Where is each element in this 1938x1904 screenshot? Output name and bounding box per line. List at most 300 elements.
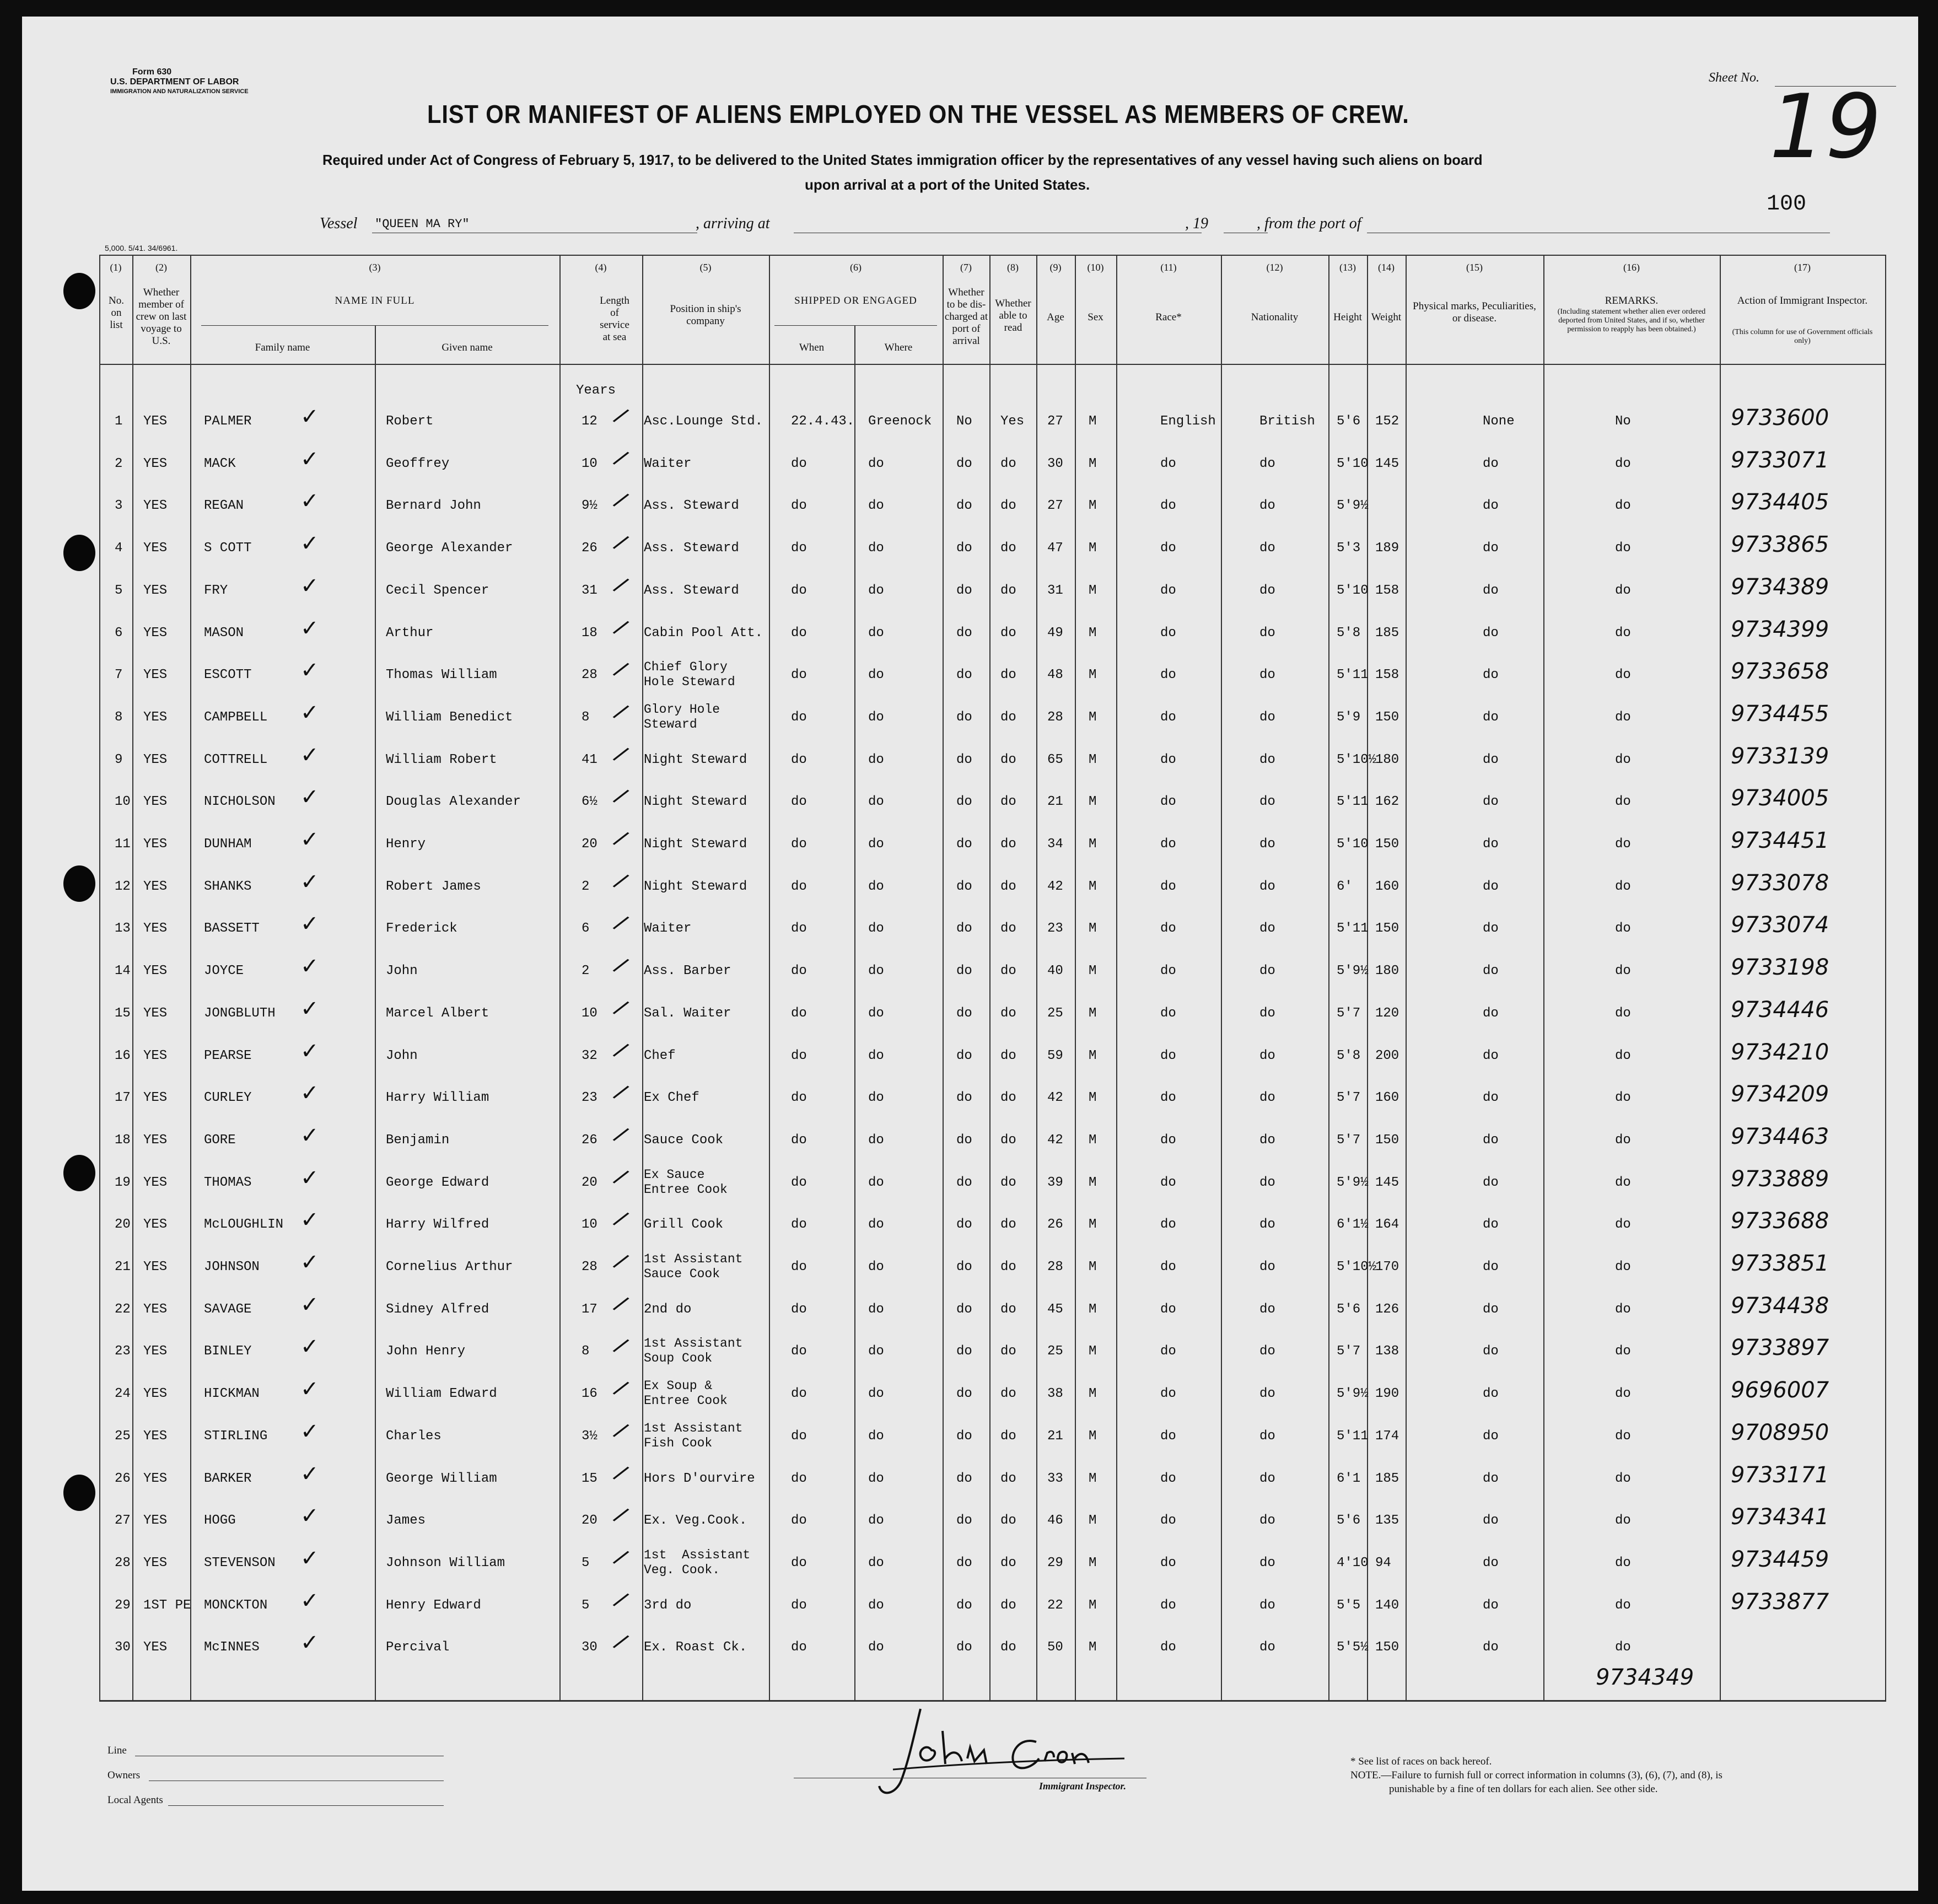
cell-prev-voyage: YES xyxy=(143,1513,168,1528)
cell-position: Night Steward xyxy=(644,794,747,809)
cell-physical-marks: do xyxy=(1483,794,1499,809)
cell-able-to-read: do xyxy=(1000,626,1016,641)
pencil-stroke-icon: / xyxy=(611,572,632,598)
cell-shipped-where: do xyxy=(868,921,884,936)
cell-shipped-when: do xyxy=(791,1090,807,1105)
cell-weight: 140 xyxy=(1375,1598,1399,1613)
inspector-number: 9734459 xyxy=(1731,1547,1829,1572)
cell-height: 5'9½ xyxy=(1337,1175,1369,1190)
cell-given-name: Frederick xyxy=(386,921,457,936)
col-header-remarks: REMARKS. xyxy=(1605,295,1659,306)
races-note: * See list of races on back hereof. xyxy=(1350,1756,1492,1767)
cell-race: do xyxy=(1160,1217,1176,1232)
cell-physical-marks: do xyxy=(1483,1556,1499,1570)
cell-race: do xyxy=(1160,1471,1176,1486)
cell-prev-voyage: YES xyxy=(143,837,168,852)
inspector-number: 9733139 xyxy=(1731,744,1829,769)
cell-row-number: 8 xyxy=(115,710,123,725)
cell-given-name: William Edward xyxy=(386,1386,497,1401)
cell-sex: M xyxy=(1089,1090,1097,1105)
col-number: (11) xyxy=(1160,262,1177,273)
inspector-number: 9733897 xyxy=(1731,1335,1829,1360)
col-header-remarks-note: (Including statement whether alien ever ordered deported from United States, and if so, whether permission to reapply has been obtained.) xyxy=(1557,308,1706,334)
cell-weight: 145 xyxy=(1375,1175,1399,1190)
cell-family-name: DUNHAM xyxy=(204,837,252,852)
inspector-number: 9734399 xyxy=(1731,617,1829,642)
cell-able-to-read: do xyxy=(1000,668,1016,682)
cell-able-to-read: do xyxy=(1000,1386,1016,1401)
cell-age: 47 xyxy=(1047,541,1063,556)
cell-prev-voyage: YES xyxy=(143,964,168,978)
cell-service-years: 3½ xyxy=(582,1429,597,1444)
cell-remarks: do xyxy=(1615,1556,1631,1570)
cell-given-name: George Edward xyxy=(386,1175,489,1190)
cell-nationality: do xyxy=(1259,1006,1275,1021)
cell-row-number: 18 xyxy=(115,1133,131,1148)
cell-nationality: do xyxy=(1259,1302,1275,1317)
cell-discharged: do xyxy=(956,668,972,682)
cell-physical-marks: do xyxy=(1483,1386,1499,1401)
cell-position: Night Steward xyxy=(644,879,747,894)
pencil-stroke-icon: / xyxy=(611,1249,632,1274)
col-header-position: Position in ship's company xyxy=(670,303,741,327)
cell-position: 1st Assistant Soup Cook xyxy=(644,1336,743,1365)
cell-service-years: 6½ xyxy=(582,794,597,809)
cell-family-name: McLOUGHLIN xyxy=(204,1217,284,1232)
inspector-number: 9733658 xyxy=(1731,659,1829,684)
check-mark-icon: ✓ xyxy=(300,404,319,429)
cell-prev-voyage: YES xyxy=(143,1048,168,1063)
cell-shipped-where: do xyxy=(868,879,884,894)
cell-sex: M xyxy=(1089,921,1097,936)
cell-service-years: 23 xyxy=(582,1090,597,1105)
cell-shipped-where: do xyxy=(868,837,884,852)
col-rule xyxy=(1036,255,1037,1702)
cell-able-to-read: do xyxy=(1000,794,1016,809)
cell-sex: M xyxy=(1089,668,1097,682)
cell-nationality: do xyxy=(1259,1471,1275,1486)
inspector-number: 9733877 xyxy=(1731,1589,1829,1615)
inspector-number: 9733071 xyxy=(1731,448,1829,473)
cell-physical-marks: do xyxy=(1483,1217,1499,1232)
cell-position: Ex Chef xyxy=(644,1090,699,1105)
cell-race: do xyxy=(1160,1006,1176,1021)
cell-position: Chief Glory Hole Steward xyxy=(644,660,735,689)
cell-discharged: do xyxy=(956,794,972,809)
sheet-number: 19 xyxy=(1769,75,1882,178)
cell-nationality: do xyxy=(1259,879,1275,894)
inspector-number: 9734438 xyxy=(1731,1293,1829,1319)
cell-prev-voyage: YES xyxy=(143,921,168,936)
cell-shipped-when: do xyxy=(791,1048,807,1063)
cell-age: 49 xyxy=(1047,626,1063,641)
cell-weight: 150 xyxy=(1375,837,1399,852)
cell-prev-voyage: YES xyxy=(143,1344,168,1359)
cell-nationality: British xyxy=(1259,414,1315,429)
cell-weight: 180 xyxy=(1375,752,1399,767)
cell-sex: M xyxy=(1089,752,1097,767)
cell-discharged: do xyxy=(956,1260,972,1274)
cell-discharged: do xyxy=(956,1302,972,1317)
cell-given-name: Henry xyxy=(386,837,426,852)
cell-physical-marks: do xyxy=(1483,964,1499,978)
cell-shipped-when: do xyxy=(791,921,807,936)
cell-race: do xyxy=(1160,668,1176,682)
cell-family-name: STEVENSON xyxy=(204,1556,276,1570)
cell-sex: M xyxy=(1089,414,1097,429)
cell-shipped-where: do xyxy=(868,1006,884,1021)
cell-remarks: do xyxy=(1615,1640,1631,1655)
cell-service-years: 5 xyxy=(582,1556,590,1570)
col-number: (6) xyxy=(850,262,862,273)
cell-shipped-where: do xyxy=(868,1471,884,1486)
cell-physical-marks: do xyxy=(1483,1513,1499,1528)
cell-weight: 126 xyxy=(1375,1302,1399,1317)
check-mark-icon: ✓ xyxy=(300,1207,319,1233)
cell-race: do xyxy=(1160,1175,1176,1190)
cell-shipped-where: do xyxy=(868,1175,884,1190)
cell-remarks: do xyxy=(1615,752,1631,767)
inspector-number: 9733171 xyxy=(1731,1462,1829,1488)
fine-note-1: NOTE.—Failure to furnish full or correct information in columns (3), (6), (7), and (8), is xyxy=(1350,1769,1722,1781)
cell-service-years: 2 xyxy=(582,964,590,978)
cell-shipped-when: do xyxy=(791,837,807,852)
pencil-stroke-icon: / xyxy=(611,699,632,724)
cell-race: do xyxy=(1160,541,1176,556)
cell-sex: M xyxy=(1089,794,1097,809)
cell-height: 5'3 xyxy=(1337,541,1361,556)
cell-weight: 164 xyxy=(1375,1217,1399,1232)
pencil-stroke-icon: / xyxy=(611,1291,632,1316)
pencil-stroke-icon: / xyxy=(611,530,632,555)
cell-shipped-when: do xyxy=(791,1175,807,1190)
cell-given-name: Cecil Spencer xyxy=(386,583,489,598)
cell-row-number: 3 xyxy=(115,498,123,513)
cell-weight: 185 xyxy=(1375,1471,1399,1486)
check-mark-icon: ✓ xyxy=(300,1461,319,1487)
punch-hole xyxy=(63,865,95,902)
cell-race: do xyxy=(1160,1260,1176,1274)
cell-given-name: Arthur xyxy=(386,626,434,641)
cell-position: 1st Assistant Veg. Cook. xyxy=(644,1548,751,1577)
cell-weight: 189 xyxy=(1375,541,1399,556)
cell-shipped-where: do xyxy=(868,1090,884,1105)
cell-sex: M xyxy=(1089,498,1097,513)
cell-nationality: do xyxy=(1259,837,1275,852)
cell-remarks: do xyxy=(1615,1048,1631,1063)
cell-prev-voyage: YES xyxy=(143,1302,168,1317)
cell-shipped-where: do xyxy=(868,964,884,978)
cell-age: 46 xyxy=(1047,1513,1063,1528)
pencil-stroke-icon: / xyxy=(611,1502,632,1527)
cell-family-name: PEARSE xyxy=(204,1048,252,1063)
cell-sex: M xyxy=(1089,1598,1097,1613)
cell-service-years: 16 xyxy=(582,1386,597,1401)
col-header-inspector: Action of Immigrant Inspector. xyxy=(1737,295,1868,306)
cell-family-name: SAVAGE xyxy=(204,1302,252,1317)
cell-able-to-read: do xyxy=(1000,710,1016,725)
cell-race: do xyxy=(1160,964,1176,978)
cell-row-number: 30 xyxy=(115,1640,131,1655)
cell-prev-voyage: YES xyxy=(143,1556,168,1570)
cell-prev-voyage: YES xyxy=(143,414,168,429)
cell-shipped-when: do xyxy=(791,1598,807,1613)
cell-nationality: do xyxy=(1259,1344,1275,1359)
col-header-weight: Weight xyxy=(1371,311,1402,323)
cell-remarks: do xyxy=(1615,541,1631,556)
cell-position: Sauce Cook xyxy=(644,1133,724,1148)
cell-shipped-when: 22.4.43. xyxy=(791,414,855,429)
cell-sex: M xyxy=(1089,1386,1097,1401)
cell-remarks: do xyxy=(1615,583,1631,598)
cell-height: 5'8 xyxy=(1337,1048,1361,1063)
check-mark-icon: ✓ xyxy=(300,1503,319,1529)
cell-given-name: Bernard John xyxy=(386,498,481,513)
inspector-title: Immigrant Inspector. xyxy=(1039,1781,1127,1792)
cell-service-years: 5 xyxy=(582,1598,590,1613)
inspector-number: 9734389 xyxy=(1731,574,1829,600)
cell-prev-voyage: YES xyxy=(143,752,168,767)
col-rule xyxy=(190,255,191,1702)
cell-physical-marks: do xyxy=(1483,456,1499,471)
col-rule xyxy=(769,255,770,1702)
cell-age: 42 xyxy=(1047,1133,1063,1148)
pencil-stroke-icon: / xyxy=(611,868,632,894)
cell-age: 33 xyxy=(1047,1471,1063,1486)
cell-height: 5'6 xyxy=(1337,414,1361,429)
col-number: (2) xyxy=(155,262,167,273)
cell-row-number: 25 xyxy=(115,1429,131,1444)
cell-given-name: Henry Edward xyxy=(386,1598,481,1613)
cell-given-name: John Henry xyxy=(386,1344,466,1359)
inspector-number: 9734209 xyxy=(1731,1082,1829,1107)
cell-able-to-read: do xyxy=(1000,1471,1016,1486)
cell-race: do xyxy=(1160,583,1176,598)
cell-able-to-read: do xyxy=(1000,1217,1016,1232)
cell-age: 21 xyxy=(1047,794,1063,809)
cell-sex: M xyxy=(1089,1302,1097,1317)
cell-physical-marks: do xyxy=(1483,1471,1499,1486)
cell-physical-marks: do xyxy=(1483,1302,1499,1317)
inspector-number: 9733600 xyxy=(1731,405,1829,431)
cell-service-years: 17 xyxy=(582,1302,597,1317)
check-mark-icon: ✓ xyxy=(300,1250,319,1275)
cell-height: 5'7 xyxy=(1337,1133,1361,1148)
cell-age: 39 xyxy=(1047,1175,1063,1190)
check-mark-icon: ✓ xyxy=(300,1123,319,1148)
cell-shipped-where: do xyxy=(868,498,884,513)
pencil-stroke-icon: / xyxy=(611,1037,632,1063)
inspector-number: 9734451 xyxy=(1731,828,1829,853)
cell-shipped-when: do xyxy=(791,964,807,978)
cell-service-years: 30 xyxy=(582,1640,597,1655)
department-name: U.S. DEPARTMENT OF LABOR xyxy=(110,77,239,87)
cell-shipped-when: do xyxy=(791,626,807,641)
cell-weight: 150 xyxy=(1375,1133,1399,1148)
cell-family-name: HOGG xyxy=(204,1513,236,1528)
cell-position: 1st Assistant Sauce Cook xyxy=(644,1252,743,1281)
cell-age: 65 xyxy=(1047,752,1063,767)
manifest-sheet xyxy=(22,17,1918,1891)
cell-prev-voyage: YES xyxy=(143,1006,168,1021)
inspector-number: 9733074 xyxy=(1731,912,1829,938)
cell-remarks: do xyxy=(1615,710,1631,725)
cell-sex: M xyxy=(1089,879,1097,894)
cell-remarks: do xyxy=(1615,668,1631,682)
cell-weight: 158 xyxy=(1375,583,1399,598)
cell-shipped-when: do xyxy=(791,1556,807,1570)
col-rule xyxy=(1075,255,1076,1702)
cell-shipped-where: do xyxy=(868,1260,884,1274)
inspector-number: 9733198 xyxy=(1731,955,1829,980)
cell-service-years: 31 xyxy=(582,583,597,598)
cell-weight: 174 xyxy=(1375,1429,1399,1444)
cell-row-number: 5 xyxy=(115,583,123,598)
cell-position: Cabin Pool Att. xyxy=(644,626,763,641)
inspector-number: 9734446 xyxy=(1731,997,1829,1023)
cell-service-years: 10 xyxy=(582,456,597,471)
cell-weight: 150 xyxy=(1375,710,1399,725)
cell-weight: 158 xyxy=(1375,668,1399,682)
cell-prev-voyage: YES xyxy=(143,1471,168,1486)
check-mark-icon: ✓ xyxy=(300,1080,319,1106)
cell-discharged: do xyxy=(956,752,972,767)
cell-row-number: 29 xyxy=(115,1598,131,1613)
cell-given-name: William Benedict xyxy=(386,710,513,725)
cell-given-name: Marcel Albert xyxy=(386,1006,489,1021)
print-code: 5,000. 5/41. 34/6961. xyxy=(105,244,178,252)
cell-prev-voyage: YES xyxy=(143,1175,168,1190)
cell-family-name: ESCOTT xyxy=(204,668,252,682)
cell-given-name: Cornelius Arthur xyxy=(386,1260,513,1274)
cell-remarks: do xyxy=(1615,498,1631,513)
vessel-name: "QUEEN MA RY" xyxy=(375,217,470,231)
cell-service-years: 18 xyxy=(582,626,597,641)
cell-row-number: 16 xyxy=(115,1048,131,1063)
cell-position: Hors D'ourvire xyxy=(644,1471,755,1486)
check-mark-icon: ✓ xyxy=(300,531,319,556)
inspector-number: 9734455 xyxy=(1731,701,1829,727)
cell-family-name: HICKMAN xyxy=(204,1386,260,1401)
cell-height: 5'11 xyxy=(1337,668,1369,682)
cell-weight: 160 xyxy=(1375,879,1399,894)
cell-able-to-read: do xyxy=(1000,1598,1016,1613)
cell-family-name: STIRLING xyxy=(204,1429,268,1444)
cell-height: 5'9 xyxy=(1337,710,1361,725)
cell-family-name: REGAN xyxy=(204,498,244,513)
cell-position: Chef xyxy=(644,1048,676,1063)
cell-remarks: do xyxy=(1615,456,1631,471)
name-sub-rule xyxy=(201,325,548,326)
cell-sex: M xyxy=(1089,1048,1097,1063)
cell-discharged: do xyxy=(956,583,972,598)
cell-remarks: do xyxy=(1615,1175,1631,1190)
cell-discharged: do xyxy=(956,879,972,894)
cell-nationality: do xyxy=(1259,1513,1275,1528)
stamp-number: 100 xyxy=(1767,192,1807,217)
inspector-number: 9733865 xyxy=(1731,532,1829,557)
cell-prev-voyage: YES xyxy=(143,1260,168,1274)
cell-service-years: 28 xyxy=(582,1260,597,1274)
cell-race: do xyxy=(1160,1133,1176,1148)
cell-physical-marks: do xyxy=(1483,710,1499,725)
col-number: (12) xyxy=(1266,262,1283,273)
cell-row-number: 24 xyxy=(115,1386,131,1401)
cell-remarks: do xyxy=(1615,1513,1631,1528)
cell-physical-marks: do xyxy=(1483,1640,1499,1655)
cell-able-to-read: do xyxy=(1000,1513,1016,1528)
cell-row-number: 21 xyxy=(115,1260,131,1274)
inspector-number: 9734405 xyxy=(1731,490,1829,515)
cell-physical-marks: do xyxy=(1483,1048,1499,1063)
cell-age: 21 xyxy=(1047,1429,1063,1444)
cell-sex: M xyxy=(1089,837,1097,852)
cell-row-number: 14 xyxy=(115,964,131,978)
col-header-nationality: Nationality xyxy=(1251,311,1299,323)
cell-prev-voyage: YES xyxy=(143,794,168,809)
cell-able-to-read: do xyxy=(1000,541,1016,556)
cell-service-years: 20 xyxy=(582,1513,597,1528)
cell-prev-voyage: YES xyxy=(143,456,168,471)
check-mark-icon: ✓ xyxy=(300,1039,319,1064)
inspector-number: 9696007 xyxy=(1731,1378,1829,1403)
cell-weight: 135 xyxy=(1375,1513,1399,1528)
col-header-marks: Physical marks, Peculiarities, or disease. xyxy=(1413,300,1536,324)
cell-shipped-when: do xyxy=(791,1429,807,1444)
check-mark-icon: ✓ xyxy=(300,1546,319,1571)
cell-physical-marks: do xyxy=(1483,583,1499,598)
cell-position: Sal. Waiter xyxy=(644,1006,731,1021)
cell-given-name: Thomas William xyxy=(386,668,497,682)
cell-race: do xyxy=(1160,1429,1176,1444)
cell-height: 4'10 xyxy=(1337,1556,1369,1570)
cell-prev-voyage: YES xyxy=(143,710,168,725)
cell-nationality: do xyxy=(1259,1048,1275,1063)
cell-sex: M xyxy=(1089,1471,1097,1486)
cell-given-name: Robert James xyxy=(386,879,481,894)
cell-service-years: 20 xyxy=(582,1175,597,1190)
cell-remarks: do xyxy=(1615,1471,1631,1486)
col-rule xyxy=(1543,255,1544,1702)
agents-underline xyxy=(168,1805,444,1806)
cell-physical-marks: do xyxy=(1483,837,1499,852)
years-label: Years xyxy=(576,383,616,398)
cell-shipped-where: do xyxy=(868,1133,884,1148)
cell-position: Waiter xyxy=(644,456,692,471)
header-bottom-rule xyxy=(99,364,1885,365)
cell-nationality: do xyxy=(1259,626,1275,641)
cell-shipped-where: do xyxy=(868,1556,884,1570)
col-number: (14) xyxy=(1378,262,1395,273)
cell-age: 23 xyxy=(1047,921,1063,936)
cell-weight: 150 xyxy=(1375,921,1399,936)
cell-position: Waiter xyxy=(644,921,692,936)
cell-weight: 160 xyxy=(1375,1090,1399,1105)
col-rule xyxy=(1116,255,1117,1702)
from-port-label: , from the port of xyxy=(1257,215,1361,232)
cell-nationality: do xyxy=(1259,498,1275,513)
cell-row-number: 12 xyxy=(115,879,131,894)
cell-position: 3rd do xyxy=(644,1598,692,1613)
cell-sex: M xyxy=(1089,1217,1097,1232)
col-rule xyxy=(642,255,643,1702)
cell-position: Glory Hole Steward xyxy=(644,702,720,732)
cell-nationality: do xyxy=(1259,1598,1275,1613)
cell-height: 5'11 xyxy=(1337,794,1369,809)
cell-family-name: BASSETT xyxy=(204,921,260,936)
col-header-name: NAME IN FULL xyxy=(335,295,415,306)
shipped-sub-rule xyxy=(774,325,937,326)
